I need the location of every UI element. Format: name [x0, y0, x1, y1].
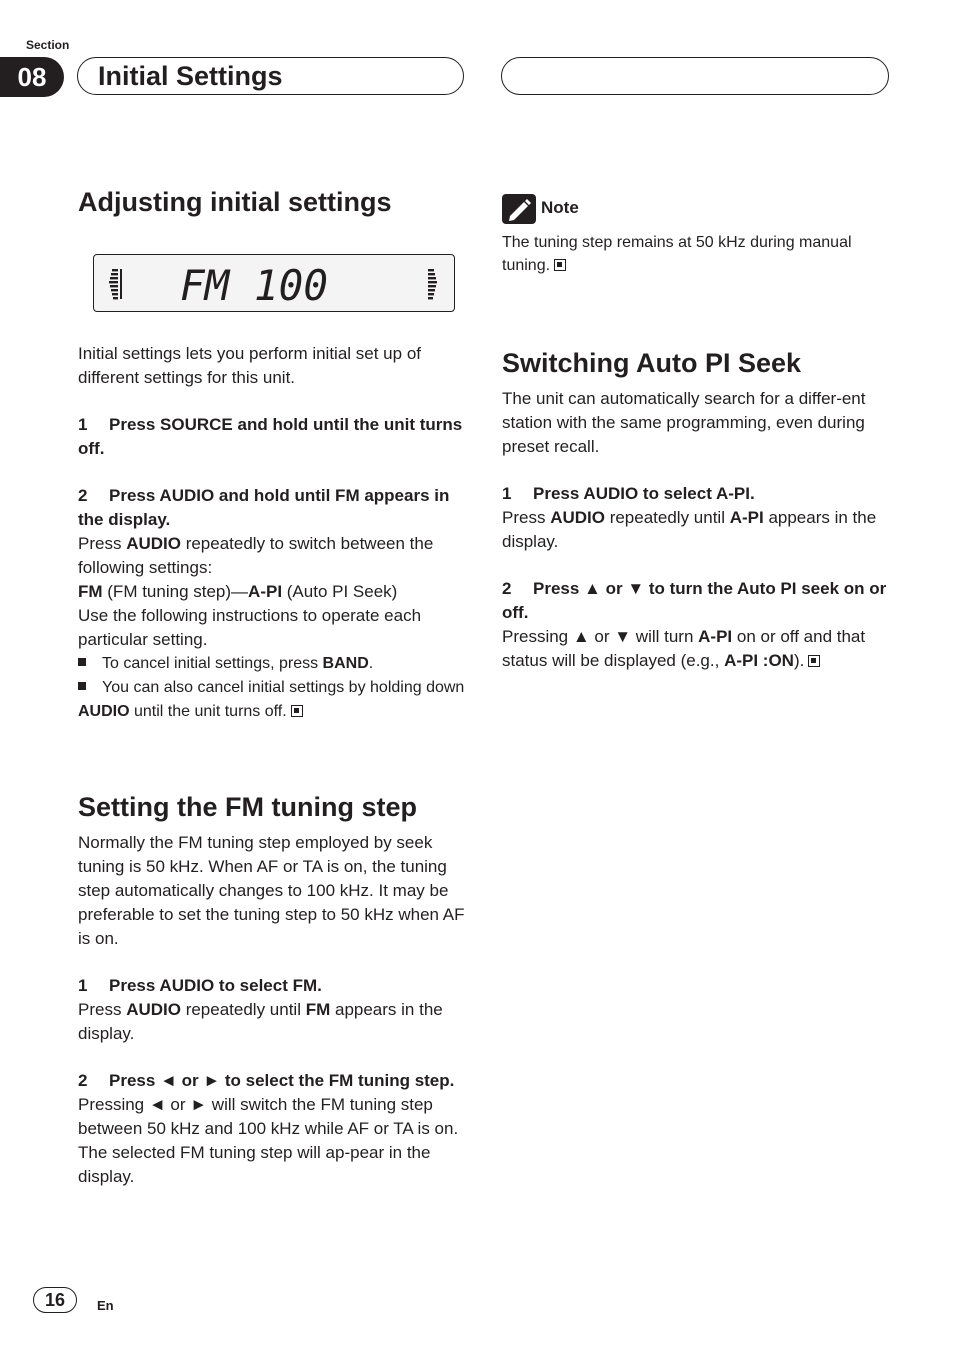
section-label: Section: [26, 38, 70, 52]
fm-step-content: [78, 831, 466, 1189]
adjusting-instructions: Use the following instructions to operate each particular setting.: [78, 606, 422, 649]
bullet-square-icon: [78, 682, 86, 690]
auto-pi-step-2-body: Pressing ▲ or ▼ will turn A-PI on or off and that status will be displayed (e.g., A-PI :ON).: [502, 627, 866, 670]
note-content: [502, 231, 890, 277]
level-meter-right-icon: [428, 269, 437, 299]
adjusting-bullet-cancel-audio: You can also cancel initial settings by holding down AUDIO until the unit turns off.: [78, 679, 465, 720]
heading-fm-tuning-step: Setting the FM tuning step: [78, 792, 417, 822]
auto-pi-step-2: 2 Press ▲ or ▼ to turn the Auto PI seek on or off.: [502, 579, 887, 622]
lcd-display-illustration: [93, 254, 455, 312]
fm-step-2-body: Pressing ◄ or ► will switch the FM tuning step between 50 kHz and 100 kHz while AF or TA is on. The selected FM tuning step will ap-pear in the display.: [78, 1095, 459, 1186]
language-code: En: [97, 1298, 114, 1313]
note-pencil-icon: [502, 194, 536, 224]
fm-step-1-body: Press AUDIO repeatedly until FM appears in the display.: [78, 1000, 443, 1043]
adjusting-bullet-cancel-band: To cancel initial settings, press BAND.: [78, 652, 466, 676]
fm-step-1: 1 Press AUDIO to select FM.: [78, 976, 322, 995]
auto-pi-intro: The unit can automatically search for a differ-ent station with the same programming, even during preset recall.: [502, 389, 866, 456]
auto-pi-step-1: 1 Press AUDIO to select A-PI.: [502, 484, 755, 503]
page-number: 16: [33, 1287, 77, 1313]
adjusting-intro: Initial settings lets you perform initial set up of different settings for this unit.: [78, 344, 421, 387]
lcd-display-text: FM 100: [180, 261, 328, 310]
chapter-title-pill: [77, 57, 464, 95]
adjusting-step-1: 1 Press SOURCE and hold until the unit turns off.: [78, 415, 463, 458]
note-text: The tuning step remains at 50 kHz during manual tuning.: [502, 234, 852, 274]
adjusting-step-2: 2 Press AUDIO and hold until FM appears in the display.: [78, 486, 450, 529]
auto-pi-step-1-body: Press AUDIO repeatedly until A-PI appears in the display.: [502, 508, 877, 551]
end-of-section-icon: [808, 655, 820, 667]
adjusting-step-2-body: Press AUDIO repeatedly to switch between the following settings:: [78, 534, 434, 577]
auto-pi-content: [502, 387, 890, 673]
fm-step-intro: Normally the FM tuning step employed by seek tuning is 50 kHz. When AF or TA is on, the tuning step automatically changes to 100 kHz. It may be preferable to set the tuning step to 50 kHz when AF is on.: [78, 833, 465, 948]
fm-step-2: 2 Press ◄ or ► to select the FM tuning step.: [78, 1071, 455, 1090]
header-blank-pill: [501, 57, 889, 95]
level-meter-left-icon: [109, 269, 122, 299]
end-of-section-icon: [291, 705, 303, 717]
note-label: Note: [541, 198, 579, 217]
end-of-section-icon: [554, 259, 566, 271]
bullet-square-icon: [78, 658, 86, 666]
heading-adjusting-initial-settings: Adjusting initial settings: [78, 187, 392, 217]
adjusting-content: [78, 342, 466, 724]
chapter-title: Initial Settings: [98, 60, 283, 91]
adjusting-settings-sequence: FM (FM tuning step)—A-PI (Auto PI Seek): [78, 582, 398, 601]
section-number-badge: 08: [0, 57, 64, 97]
heading-switching-auto-pi-seek: Switching Auto PI Seek: [502, 348, 802, 378]
lcd-display-graphic: [94, 255, 453, 310]
